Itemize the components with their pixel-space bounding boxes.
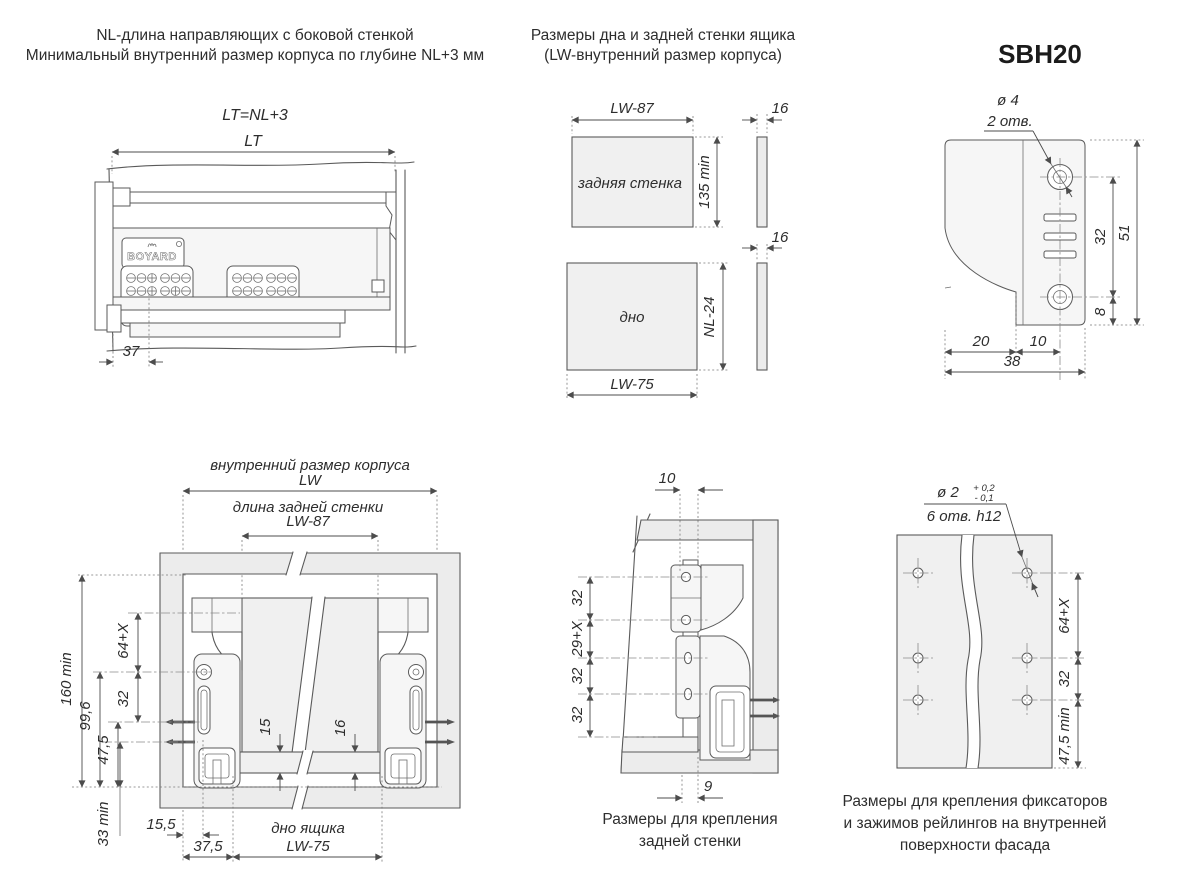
- boyard-logo-text: BOYARD: [127, 251, 177, 263]
- facade-hole-dia: ø 2: [937, 484, 959, 501]
- dim-47-5: 47,5: [95, 735, 112, 765]
- dim-160min: 160 min: [58, 652, 75, 706]
- dim-back-height: 135 min: [696, 155, 713, 209]
- dim-bm-32a: 32: [569, 589, 586, 607]
- dim-64x: 64+X: [115, 623, 132, 659]
- dim-8: 8: [1092, 307, 1109, 317]
- bm-caption-line1: Размеры для крепления: [602, 811, 778, 828]
- dim-br-64x: 64+X: [1056, 598, 1073, 634]
- formula-label: LT=NL+3: [222, 107, 288, 124]
- lw-label: LW: [299, 472, 321, 489]
- lw-caption: внутренний размер корпуса: [210, 457, 410, 474]
- bottom-panel-edge-view: [757, 263, 767, 370]
- panels-title-line2: (LW-внутренний размер корпуса): [544, 47, 782, 64]
- dim-bm-10: 10: [658, 470, 676, 487]
- br-caption-line1: Размеры для крепления фиксаторов: [842, 793, 1108, 810]
- facade-hole-count: 6 отв. h12: [926, 508, 1002, 525]
- dim-lt: LT: [244, 133, 262, 150]
- dim-32: 32: [1092, 228, 1109, 246]
- br-caption-line2: и зажимов рейлингов на внутренней: [843, 815, 1107, 832]
- facade-tol-minus: - 0,1: [974, 493, 994, 504]
- dim-10: 10: [1029, 333, 1047, 350]
- dim-37-5: 37,5: [193, 838, 223, 855]
- dim-bottom-height: NL-24: [701, 296, 718, 338]
- back-length-label: LW-87: [286, 513, 330, 530]
- back-wall-label: задняя стенка: [578, 175, 682, 192]
- dim-back-width: LW-87: [610, 100, 654, 117]
- panels-title-line1: Размеры дна и задней стенки ящика: [530, 27, 796, 44]
- dim-br-32: 32: [1056, 670, 1073, 688]
- dim-16: 16: [332, 719, 349, 737]
- dim-bm-32c: 32: [569, 706, 586, 724]
- drawer-bottom-width: LW-75: [286, 838, 330, 855]
- hole-diameter-label: ø 4: [997, 92, 1019, 109]
- dim-bm-9: 9: [703, 778, 713, 795]
- dim-bm-29x: 29+X: [569, 621, 586, 657]
- br-caption-line3: поверхности фасада: [899, 837, 1051, 854]
- back-wall-edge-view: [757, 137, 767, 227]
- side-view-title-line1: NL-длина направляющих с боковой стенкой: [96, 27, 414, 44]
- dim-99-6: 99,6: [77, 701, 94, 731]
- dim-15: 15: [257, 718, 274, 736]
- model-name: SBH20: [998, 39, 1082, 69]
- dim-51: 51: [1116, 224, 1133, 242]
- dim-37: 37: [122, 343, 140, 360]
- drawer-bottom-caption: дно ящика: [271, 820, 345, 837]
- hole-count-label: 2 отв.: [987, 113, 1033, 130]
- back-length-caption: длина задней стенки: [232, 499, 384, 516]
- dim-15-5: 15,5: [146, 816, 176, 833]
- boyard-logo: [122, 238, 184, 268]
- dim-br-47-5min: 47,5 min: [1056, 707, 1073, 765]
- dim-38: 38: [1003, 353, 1021, 370]
- bottom-panel-label: дно: [619, 309, 645, 326]
- dim-bottom-thickness: 16: [771, 229, 789, 246]
- dim-bm-32b: 32: [569, 667, 586, 685]
- facade-tol-plus: + 0,2: [973, 483, 995, 494]
- dim-bottom-width: LW-75: [610, 376, 654, 393]
- cabinet-side-wall: [753, 520, 778, 773]
- dim-20: 20: [972, 333, 990, 350]
- side-view-title-line2: Минимальный внутренний размер корпуса по глубине NL+3 мм: [25, 47, 485, 64]
- drawer-bottom-edge: [622, 737, 698, 752]
- dim-33min: 33 min: [95, 801, 112, 847]
- bm-caption-line2: задней стенки: [638, 833, 742, 850]
- dim-32-left: 32: [115, 690, 132, 708]
- dim-back-thickness: 16: [771, 100, 789, 117]
